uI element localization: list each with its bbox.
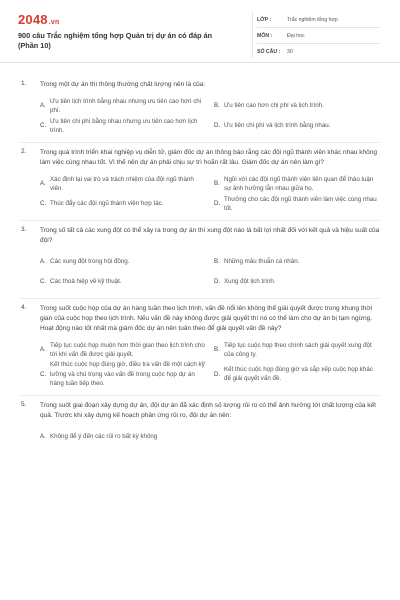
options xyxy=(40,340,380,389)
meta-value: 30 xyxy=(287,48,293,55)
option-letter: A. xyxy=(40,346,46,354)
option-letter: A. xyxy=(40,180,46,188)
option-text: Kết thúc cuộc họp đúng giờ, điều tra vấn đề một cách kỹ lưỡng và chú trọng vào vấn đề trong cuộc họp dự án hàng tuần tiếp theo. xyxy=(50,361,205,387)
option-text: Các thoả hiệp về kỹ thuật. xyxy=(50,278,122,286)
option-letter: D. xyxy=(214,122,221,130)
meta-value: Đại học xyxy=(287,32,305,39)
meta-row-class xyxy=(257,12,380,28)
option-d[interactable] xyxy=(214,116,380,136)
question-text: Trong suốt cuộc họp của dự án hàng tuần theo lịch trình, vấn đề nổi lên không thể giải quyết được trong khung thời gian của cuộc họp theo lịch trình. Nếu vấn đề này không được giải quyết thì nó có thể làm cho dự án bị tạm ngừng. Hoạt động nào tốt nhất mà giám đốc dự án nên tuân theo để giải quyết vấn đề này? xyxy=(40,305,373,332)
question-4 xyxy=(0,304,400,389)
option-text: Không để ý đến các rủi ro bất kỳ không xyxy=(50,432,158,440)
question-2 xyxy=(0,148,400,214)
meta-value: Trắc nghiệm tổng hợp xyxy=(287,16,338,23)
options xyxy=(40,427,380,447)
option-letter: D. xyxy=(214,200,221,208)
option-b[interactable] xyxy=(214,340,380,360)
header xyxy=(0,0,400,63)
question-number: 1. xyxy=(21,80,27,87)
question-text: Trong số tất cả các xung đột có thể xảy ra trong dự án thì xung đột nào là bất lợi nhất đối với kết quả và hiệu suất của đội? xyxy=(40,227,380,244)
question-number: 5. xyxy=(21,400,27,408)
option-text: Ưu tiên cao hơn chi phí và lịch trình. xyxy=(224,102,324,110)
option-text: Thúc đẩy các đội ngũ thành viên hợp tác. xyxy=(50,200,164,208)
meta-table xyxy=(252,12,380,59)
meta-label: MÔN : xyxy=(257,32,273,39)
divider xyxy=(20,395,380,396)
meta-label: LỚP : xyxy=(257,16,272,23)
option-letter: B. xyxy=(214,180,220,188)
option-text: Xác định lại vai trò và trách nhiệm của đội ngũ thành viên. xyxy=(50,175,194,192)
divider xyxy=(20,298,380,299)
option-letter: C. xyxy=(40,370,47,378)
option-text: Thưởng cho các đội ngũ thành viên làm việc cùng nhau tốt. xyxy=(224,195,377,212)
option-letter: C. xyxy=(40,200,47,208)
option-letter: D. xyxy=(214,370,221,378)
question-number: 3. xyxy=(21,226,27,233)
option-letter: B. xyxy=(214,346,220,354)
page-title: 900 câu Trắc nghiệm tổng hợp Quản trị dự án có đáp án (Phần 10) xyxy=(18,31,213,50)
question-text: Trong quá trình triển khai nghiệp vụ diễn tử, giám đốc dự án thông báo rằng các đội ngũ thành viên khác nhau không làm việc cùng nhau tốt. Vì thế nên dự án phải chịu sự trì hoãn rất lâu. Giám đốc dự án nên làm gì? xyxy=(40,149,377,166)
option-letter: A. xyxy=(40,258,46,266)
option-text: Những mâu thuẫn cá nhân. xyxy=(224,258,300,266)
option-a[interactable] xyxy=(40,340,206,360)
question-number: 4. xyxy=(21,304,27,311)
option-letter: B. xyxy=(214,258,220,266)
option-text: Tiếp tục cuộc họp theo chính sách giải quyết xung đột của công ty. xyxy=(224,341,372,358)
option-b[interactable] xyxy=(214,252,380,272)
option-c[interactable] xyxy=(40,194,206,214)
options xyxy=(40,174,380,214)
option-d[interactable] xyxy=(214,194,380,214)
question-list xyxy=(0,62,400,447)
option-a[interactable] xyxy=(40,427,206,447)
option-letter: A. xyxy=(40,102,46,110)
question-number: 2. xyxy=(21,148,27,155)
option-text: Ngồi với các đội ngũ thành viên liên quan để thảo luận sự ảnh hưởng lẫn nhau giữa họ. xyxy=(224,175,374,192)
option-text: Xung đột lịch trình. xyxy=(224,278,276,286)
question-5 xyxy=(0,401,400,447)
option-letter: C. xyxy=(40,278,47,286)
divider xyxy=(20,142,380,143)
divider xyxy=(20,220,380,221)
options xyxy=(40,96,380,136)
option-text: Ưu tiên chi phí và lịch trình bằng nhau. xyxy=(224,122,331,130)
option-b[interactable] xyxy=(214,174,380,194)
option-a[interactable] xyxy=(40,174,206,194)
option-c[interactable] xyxy=(40,272,206,292)
option-letter: A. xyxy=(40,432,46,440)
option-letter: D. xyxy=(214,278,221,286)
option-d[interactable] xyxy=(214,272,380,292)
option-d[interactable] xyxy=(214,360,380,389)
options xyxy=(40,252,380,292)
option-c[interactable] xyxy=(40,360,206,389)
option-letter: C. xyxy=(40,122,47,130)
option-letter: B. xyxy=(214,102,220,110)
meta-row-subject xyxy=(257,28,380,44)
option-b[interactable] xyxy=(214,96,380,116)
logo-suffix: .vn xyxy=(48,19,60,26)
meta-label: SỐ CÂU : xyxy=(257,48,281,55)
option-c[interactable] xyxy=(40,116,206,136)
option-a[interactable] xyxy=(40,96,206,116)
meta-row-count xyxy=(257,44,380,59)
site-logo[interactable] xyxy=(18,12,59,27)
question-1 xyxy=(0,80,400,136)
option-text: Tiếp tục cuộc họp muộn hơn thời gian theo lịch trình cho tới khi vấn đề được giải quyết. xyxy=(50,341,205,358)
question-3 xyxy=(0,226,400,292)
option-text: Ưu tiên chi phí bằng nhau nhưng ưu tiên cao hơn lịch trình. xyxy=(50,117,198,134)
option-text: Ưu tiên lịch trình bằng nhau nhưng ưu tiên cao hơn chi phí. xyxy=(50,97,202,114)
logo-text: 2048 xyxy=(18,12,48,27)
option-a[interactable] xyxy=(40,252,206,272)
question-text: Trong suốt giai đoạn xây dựng dự án, đội dự án đã xác định số lượng rủi ro có thể ảnh hưởng tới chất lượng của kết quả. Trước khi xây dựng kế hoạch phản ứng rủi ro, đội dự án nên: xyxy=(40,401,376,419)
option-text: Các xung đột trong hội đồng. xyxy=(50,258,130,266)
question-text: Trong một dự án thì thông thường chất lượng nên là của: xyxy=(40,81,206,88)
option-text: Kết thúc cuộc họp đúng giờ và sắp xếp cuộc họp khác để giải quyết vấn đề. xyxy=(224,365,373,383)
